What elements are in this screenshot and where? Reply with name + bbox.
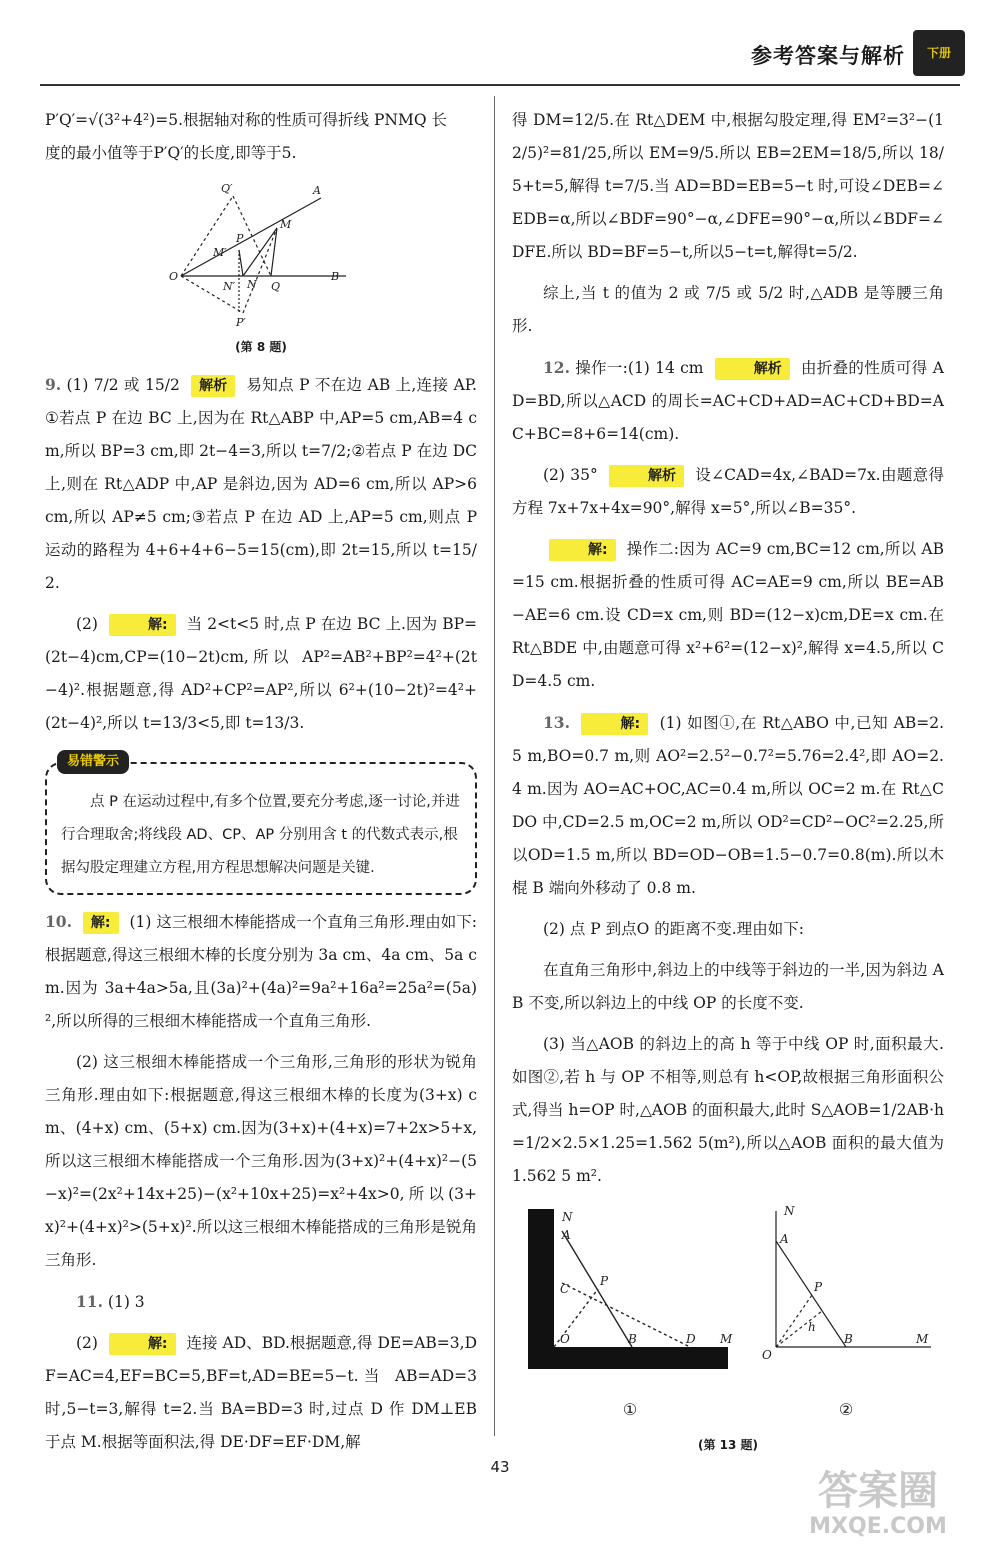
fig8-label: M: [280, 218, 292, 231]
fig13-label: B: [628, 1332, 637, 1346]
q12-part2: [512, 459, 944, 525]
q12-part1: [512, 351, 944, 451]
figure-13-caption: (第 13 题): [697, 1438, 759, 1452]
figure-13-1-drawing: [520, 1201, 740, 1381]
figure-8: [161, 178, 361, 338]
right-column: [512, 104, 944, 1454]
warning-title: 易错警示: [57, 750, 129, 774]
question-number: 10.: [45, 912, 72, 931]
q12-part3: [512, 533, 944, 698]
fig8-label: P′: [236, 316, 246, 329]
solution-text: (1) 如图①,在 Rt△ABO 中,已知 AB=2.5 m,BO=0.7 m,则 AO²=2.5²−0.7²=5.76=2.4²,即 AO=2.4 m.因为 AO=AC+OC,AC=0.4 m,所以 OC=2 m.在 Rt△CDO 中,CD=2.5 m,OC=2 m,所以 OD²=CD²−OC²=2.25,所以OD=1.5 m,所以 BD=OD−OB=1.5−0.7=0.8(m).所以木棍 B 端向外移动了 0.8 m.: [512, 714, 945, 897]
q11-conclusion: 综上,当 t 的值为 2 或 7/5 或 5/2 时,△ADB 是等腰三角形.: [512, 284, 944, 335]
answer-text: (2) 35°: [543, 466, 598, 484]
fig13-label: M: [720, 1332, 733, 1346]
header-rule: [40, 84, 960, 86]
warning-text: 点 P 在运动过程中,有多个位置,要充分考虑,逐一讨论,并进行合理取舍;将线段 AD、CP、AP 分别用含 t 的代数式表示,根据勾股定理建立方程,用方程思想解决问题是关键.: [61, 794, 460, 876]
q13-part1: [512, 706, 944, 905]
analysis-text: 易知点 P 不在边 AB 上,连接 AP.①若点 P 在边 BC 上,因为在 Rt△ABP 中,AP=5 cm,AB=4 cm,所以 BP=3 cm,即 2t−4=3,所以 t=7/2;②若点 P 在边 DC 上,则在 Rt△ADP 中,AP 是斜边,因为 AD=6 cm,所以 AP>6 cm,所以 AP≠5 cm;③若点 P 在边 AD 上,AP=5 cm,则点 P 运动的路程为 4+6+4+6−5=15(cm),即 2t=15,所以 t=15/2.: [45, 376, 477, 592]
solution-text: (1) 这三根细木棒能搭成一个直角三角形.理由如下:根据题意,得这三根细木棒的长度分别为 3a cm、4a cm、5a cm.因为 3a+4a>5a,且(3a)²+(4a)²=9a²+16a²=25a²=(5a)²,所以所得的三根细木棒能搭成一个直角三角形.: [45, 913, 477, 1030]
q9-part1: [45, 368, 477, 600]
answer-text: (1) 3: [107, 1293, 145, 1311]
analysis-text: 由折叠的性质可得 AD=BD,所以△ACD 的周长=AC+CD+AD=AC+CD+BD=AC+BC=8+6=14(cm).: [512, 359, 944, 443]
analysis-tag: 解析: [609, 465, 684, 487]
watermark-line: 答案圈: [818, 1468, 938, 1514]
header-title: 参考答案与解析: [751, 44, 905, 68]
part-prefix: (2): [76, 1334, 98, 1352]
solution-text: 当 2<t<5 时,点 P 在边 BC 上.因为 BP=(2t−4)cm,CP=(10−2t)cm,所以 AP²=AB²+BP²=4²+(2t−4)².根据题意,得 AD²+CP²=AP²,所以 6²+(10−2t)²=4²+(2t−4)²,所以 t=13/3<5,即 t=13/3.: [45, 615, 477, 732]
fig8-label: N′: [223, 280, 236, 293]
analysis-tag: 解析: [191, 375, 235, 397]
solution-tag: 解:: [581, 713, 648, 735]
fig13-label: P: [814, 1280, 823, 1294]
fig13-label: M: [916, 1332, 929, 1346]
watermark-line: MXQE.COM: [809, 1514, 947, 1539]
figure-13-2: [756, 1201, 936, 1426]
page-header: [0, 0, 1000, 90]
fig8-label: A: [313, 184, 321, 197]
fig8-label: O: [169, 270, 179, 283]
answer-text: 操作一:(1) 14 cm: [575, 359, 704, 377]
figure-13-1: [520, 1201, 740, 1426]
q13-part3: (3) 当△AOB 的斜边上的高 h 等于中线 OP 时,面积最大.如图②,若 h 与 OP 不相等,则总有 h<OP,故根据三角形面积公式,得当 h=OP 时,△AOB 的面积最大,此时 S△AOB=1/2AB·h=1/2×2.5×1.25=1.562 5(m²),所以△AOB 面积的最大值为 1.562 5 m².: [512, 1035, 944, 1185]
fig8-label: N: [247, 278, 257, 291]
fig8-label: M′: [213, 246, 227, 259]
question-number: 12.: [543, 358, 570, 377]
question-number: 9.: [45, 375, 62, 394]
fig13-label: O: [762, 1348, 772, 1362]
fig13-label: N: [784, 1204, 795, 1218]
solution-tag: 解:: [109, 1333, 176, 1355]
fig13-label: N: [562, 1210, 573, 1224]
fig13-label: B: [844, 1332, 853, 1346]
solution-text: 连接 AD、BD.根据题意,得 DE=AB=3,DF=AC=4,EF=BC=5,BF=t,AD=BE=5−t.当 AB=AD=3 时,5−t=3,解得 t=2.当 BA=BD=3 时,过点 D 作 DM⊥EB 于点 M.根据等面积法,得 DE·DF=EF·DM,解: [45, 1334, 477, 1451]
fig8-label: B: [331, 270, 340, 283]
q11-continued: 得 DM=12/5.在 Rt△DEM 中,根据勾股定理,得 EM²=3²−(12/5)²=81/25,所以 EM=9/5.所以 EB=2EM=18/5,所以 18/5+t=5,解得 t=7/5.当 AD=BD=EB=5−t 时,可设∠DEB=∠EDB=α,所以∠BDF=90°−α,∠DFE=90°−α,所以∠BDF=∠DFE.所以 BD=BF=5−t,所以5−t=t,解得t=5/2.: [512, 111, 944, 261]
answer-text: (1) 7/2 或 15/2: [66, 376, 180, 394]
figure-number: ①: [622, 1400, 638, 1419]
solution-tag: 解:: [109, 614, 176, 636]
part-prefix: (2): [76, 615, 98, 633]
q11-part2: [45, 1327, 477, 1459]
figure-number: ②: [838, 1400, 854, 1419]
q13-part2: (2) 点 P 到点O 的距离不变.理由如下:: [543, 920, 804, 938]
book-logo: 下册: [913, 30, 965, 76]
fig8-label: Q: [271, 280, 281, 293]
solution-tag: 解:: [549, 539, 616, 561]
fig13-label: D: [686, 1332, 696, 1346]
column-divider: [494, 96, 495, 1436]
q10-part2: (2) 这三根细木棒能搭成一个三角形,三角形的形状为锐角三角形.理由如下:根据题意,得这三根细木棒的长度为(3+x) cm、(4+x) cm、(5+x) cm.因为(3+x)+(4+x)=7+2x>5+x,所以这三根细木棒能搭成一个三角形.因为(3+x)²+(4+x)²−(5−x)²=(2x²+14x+25)−(x²+10x+25)=x²+4x>0,所以(3+x)²+(4+x)²>(5+x)².所以这三根细木棒能搭成的三角形是锐角三角形.: [45, 1053, 477, 1269]
left-column: [45, 104, 477, 1467]
analysis-tag: 解析: [715, 358, 790, 380]
q9-part2: [45, 608, 477, 740]
q10-part1: [45, 905, 477, 1038]
site-watermark: [778, 1468, 978, 1540]
figure-13: [512, 1201, 944, 1426]
fig13-label: A: [780, 1232, 789, 1246]
q11-part1: [45, 1285, 477, 1319]
text-line: P′Q′=√(3²+4²)=5.根据轴对称的性质可得折线 PNMQ 长: [45, 111, 447, 129]
figure-13-2-drawing: [756, 1201, 936, 1381]
fig8-label: P: [236, 232, 244, 245]
text-line: 度的最小值等于P′Q′的长度,即等于5.: [45, 144, 297, 162]
question-number: 13.: [543, 713, 570, 732]
fig13-label: A: [562, 1228, 571, 1242]
common-mistake-box: [45, 754, 477, 895]
figure-8-caption: (第 8 题): [235, 340, 287, 354]
analysis-text: 设∠CAD=4x,∠BAD=7x.由题意得方程 7x+7x+4x=90°,解得 x=5°,所以∠B=35°.: [512, 466, 944, 517]
fig13-label: h: [808, 1320, 816, 1334]
fig13-label: C: [560, 1282, 570, 1296]
question-number: 11.: [76, 1292, 103, 1311]
fig13-label: P: [600, 1274, 609, 1288]
solution-text: 操作二:因为 AC=9 cm,BC=12 cm,所以 AB=15 cm.根据折叠的性质可得 AC=AE=9 cm,所以 BE=AB−AE=6 cm.设 CD=x cm,则 BD=(12−x)cm,DE=x cm.在 Rt△BDE 中,由题意可得 x²+6²=(12−x)²,解得 x=4.5,所以 CD=4.5 cm.: [512, 540, 944, 690]
fig8-label: Q′: [221, 182, 233, 195]
fig13-label: O: [560, 1332, 570, 1346]
solution-tag: 解:: [83, 912, 119, 934]
page-number: 43: [490, 1458, 510, 1476]
q13-part2-reason: 在直角三角形中,斜边上的中线等于斜边的一半,因为斜边 AB 不变,所以斜边上的中线 OP 的长度不变.: [512, 961, 944, 1012]
